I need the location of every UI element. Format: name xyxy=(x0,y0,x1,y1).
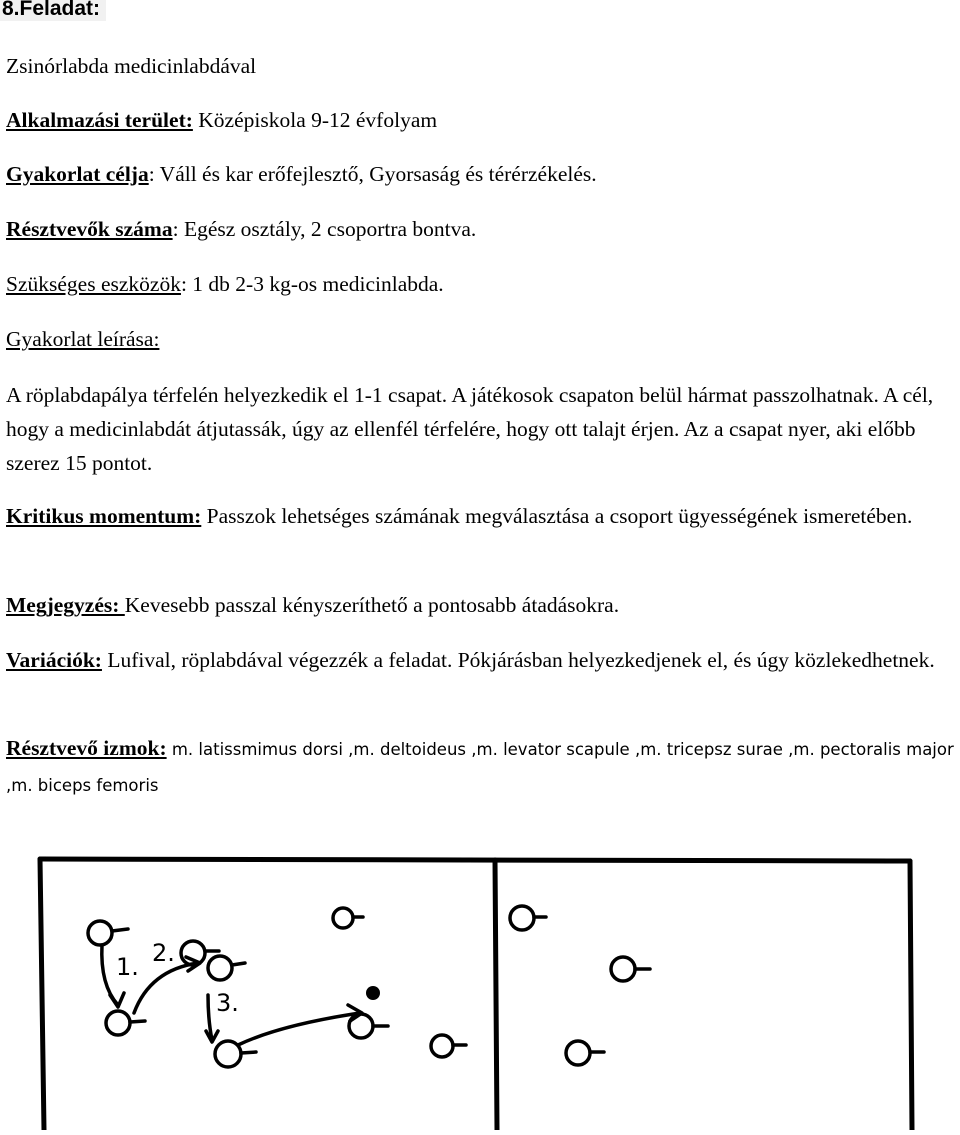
player-icon xyxy=(431,1035,466,1057)
court-diagram xyxy=(30,845,940,1130)
player-icon xyxy=(106,1011,145,1035)
critical-moment-label: Kritikus momentum: xyxy=(6,504,202,528)
goal-label: Gyakorlat célja xyxy=(6,162,149,186)
equipment-value: : 1 db 2-3 kg-os medicinlabda. xyxy=(180,272,444,296)
pass-label-1: 1. xyxy=(116,953,139,981)
note-label: Megjegyzés: xyxy=(6,593,125,617)
equipment xyxy=(6,267,956,301)
variations-label: Variációk: xyxy=(6,648,102,672)
critical-moment xyxy=(6,499,956,533)
participants-label: Résztvevők száma xyxy=(6,217,173,241)
goal-value: : Váll és kar erőfejlesztő, Gyorsaság és térérzékelés. xyxy=(148,162,597,186)
ball-icon xyxy=(366,986,380,1000)
description-heading xyxy=(6,322,956,356)
participants xyxy=(6,212,956,246)
court-left-line xyxy=(40,859,44,1130)
application-area-value: Középiskola 9-12 évfolyam xyxy=(192,108,438,132)
equipment-label: Szükséges eszközök xyxy=(6,272,181,296)
pass-label-3: 3. xyxy=(216,989,239,1017)
participants-value: : Egész osztály, 2 csoportra bontva. xyxy=(172,217,477,241)
critical-moment-value: Passzok lehetséges számának megválasztása a csoport ügyességének ismeretében. xyxy=(201,504,913,528)
player-icon xyxy=(566,1041,604,1065)
note xyxy=(6,588,956,622)
task-name: Zsinórlabda medicinlabdával xyxy=(6,54,257,78)
player-icon xyxy=(88,921,128,945)
pass-label-2: 2. xyxy=(152,939,175,967)
note-value: Kevesebb passzal kényszeríthető a pontosabb átadásokra. xyxy=(124,593,620,617)
player-icon xyxy=(333,908,363,928)
court-top-line xyxy=(40,859,910,861)
court-right-line xyxy=(910,861,912,1130)
player-icon xyxy=(510,906,546,930)
court-net-line xyxy=(495,860,497,1130)
application-area-label: Alkalmazási terület: xyxy=(6,108,193,132)
muscles-label: Résztvevő izmok: xyxy=(6,736,167,760)
player-icon xyxy=(208,956,245,980)
application-area xyxy=(6,103,956,137)
variations xyxy=(6,643,956,677)
muscles xyxy=(6,731,956,803)
description-heading-label: Gyakorlat leírása: xyxy=(6,327,160,351)
goal xyxy=(6,157,956,191)
task-title: 8.Feladat: xyxy=(0,0,106,21)
player-icon xyxy=(215,1041,256,1067)
player-icon xyxy=(611,957,650,981)
muscles-value: m. latissmimus dorsi ,m. deltoideus ,m. levator scapule ,m. tricepsz surae ,m. pectoralis major ,m. biceps femoris xyxy=(6,740,954,795)
variations-value: Lufival, röplabdával végezzék a feladat. Pókjárásban helyezkedjenek el, és úgy közlekedhetnek. xyxy=(101,648,935,672)
description: A röplabdapálya térfelén helyezkedik el 1-1 csapat. A játékosok csapaton belül hármat passzolhatnak. A cél, hogy a medicinlabdát átjutassák, úgy az ellenfél térfelére, hogy ott talajt érjen. Az a csapat nyer, aki előbb szerez 15 pontot. xyxy=(6,383,934,475)
